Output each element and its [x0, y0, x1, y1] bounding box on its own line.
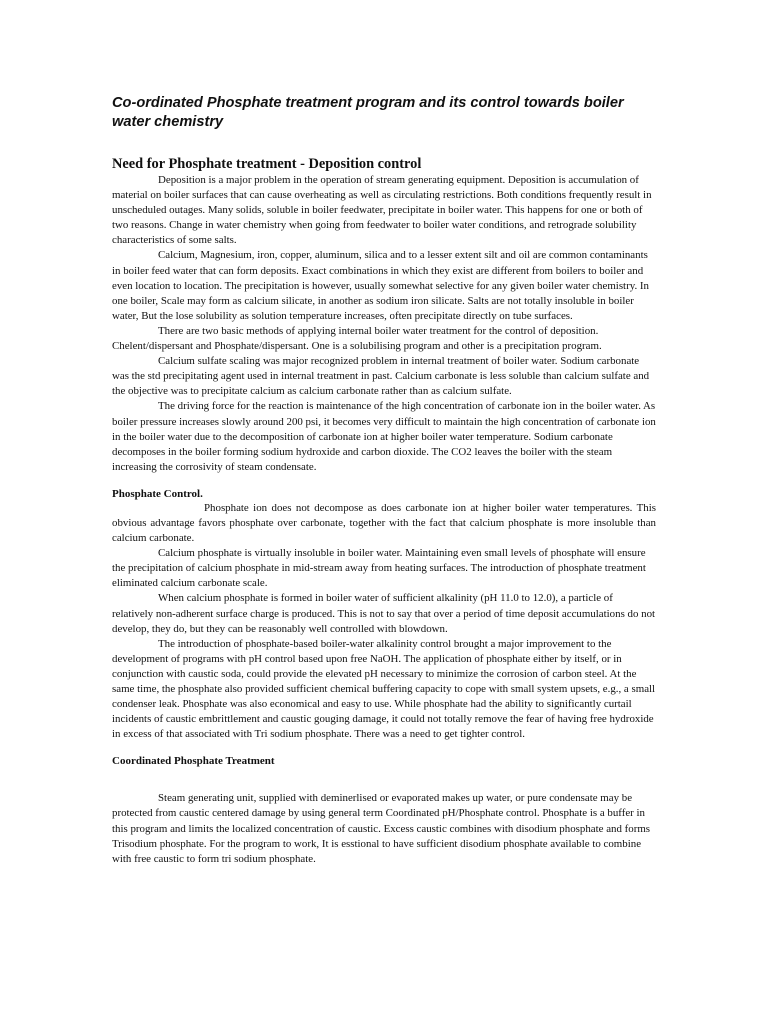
paragraph: Calcium, Magnesium, iron, copper, aluminum, silica and to a lesser extent silt and oil are common contaminants in boiler feed water that can form deposits. Exact combinations in which they exist are different from boilers to boiler and even location to location. The precipitation is however, usually somewhat selective for any given boiler water chemistry. In one boiler, Scale may form as calcium silicate, in another as sodium iron silicate. Salts are not totally insoluble in boiler water, But the lose solubility as solution temperature increases, often precipitate directly on tube surfaces.	[112, 249, 649, 322]
document-title: Co-ordinated Phosphate treatment program and its control towards boiler water chemistry	[112, 95, 624, 130]
paragraph: Calcium sulfate scaling was major recognized problem in internal treatment of boiler water. Sodium carbonate was the std precipitating agent used in internal treatment in past. Calcium carbonate is less soluble than calcium sulfate and the objective was to precipitate calcium as calcium carbonate rather than as calcium sulfate.	[112, 355, 650, 398]
paragraph: Phosphate ion does not decompose as does carbonate ion at higher boiler water temperatures. This obvious advantage favors phosphate over carbonate, together with the fact that calcium phosphate is more insoluble than calcium carbonate.	[112, 501, 656, 545]
section-heading: Phosphate Control.	[112, 487, 203, 500]
section-heading: Need for Phosphate treatment - Deposition control	[112, 156, 422, 172]
paragraph: When calcium phosphate is formed in boiler water of sufficient alkalinity (pH 11.0 to 12.0), a particle of relatively non-adherent surface charge is produced. This is not to say that over a period of time deposit accumulations do not develop, they do, but they can be reasonably well controlled with blowdown.	[112, 592, 656, 635]
paragraph: Deposition is a major problem in the operation of stream generating equipment. Deposition is accumulation of material on boiler surfaces that can cause overheating as well as circulating restrictions. Both conditions frequently result in unscheduled outages. Many solids, soluble in boiler feedwater, precipitate in boiler water. This happens for one or both of two reasons. Change in water chemistry when going from feedwater to boiler water conditions, and retrograde solubility characteristics of some salts.	[112, 174, 652, 247]
section-heading: Coordinated Phosphate Treatment	[112, 755, 275, 768]
section-phosphate-control	[112, 487, 656, 743]
paragraph: Steam generating unit, supplied with deminerlised or evaporated makes up water, or pure condensate may be protected from caustic centered damage by using general term Coordinated pH/Phosphate control. Phosphate is a buffer in this program and limits the localized concentration of caustic. Excess caustic combines with disodium phosphate and forms Trisodium phosphate. For the program to work, It is esstional to have sufficient disodium phosphate available to combine with free caustic to form tri sodium phosphate.	[112, 792, 651, 865]
paragraph: Calcium phosphate is virtually insoluble in boiler water. Maintaining even small levels of phosphate will ensure the precipitation of calcium phosphate in mid-stream away from heating surfaces. The introduction of phosphate treatment eliminated calcium carbonate scale.	[112, 547, 646, 590]
section-deposition-control	[112, 156, 656, 475]
paragraph: There are two basic methods of applying internal boiler water treatment for the control of deposition. Chelent/dispersant and Phosphate/dispersant. One is a solubilising program and other is a precipitation program.	[112, 324, 602, 353]
paragraph: The introduction of phosphate-based boiler-water alkalinity control brought a major improvement to the development of programs with pH control based upon free NaOH. The application of phosphate either by itself, or in conjunction with caustic soda, could provide the elevated pH necessary to minimize the corrosion of carbon steel. At the same time, the phosphate also provided sufficient chemical buffering capacity to cope with small system upsets, e.g., a small condenser leak. Phosphate was also economical and easy to use. While phosphate had the ability to significantly curtail incidents of caustic embrittlement and caustic gouging damage, it could not totally remove the fear of having free hydroxide in excess of that associated with Tri sodium phosphate. There was a need to get tighter control.	[112, 637, 656, 741]
section-coordinated-phosphate	[112, 754, 656, 866]
paragraph: The driving force for the reaction is maintenance of the high concentration of carbonate ion in the boiler water. As boiler pressure increases slowly around 200 psi, it becomes very difficult to maintain the high concentration of carbonate ion in the boiler water due to the decomposition of carbonate ion at higher boiler water temperature. Sodium carbonate decomposes in the boiler forming sodium hydroxide and carbon dioxide. The CO2 leaves the boiler with the steam increasing the corrosivity of steam condensate.	[112, 400, 656, 473]
